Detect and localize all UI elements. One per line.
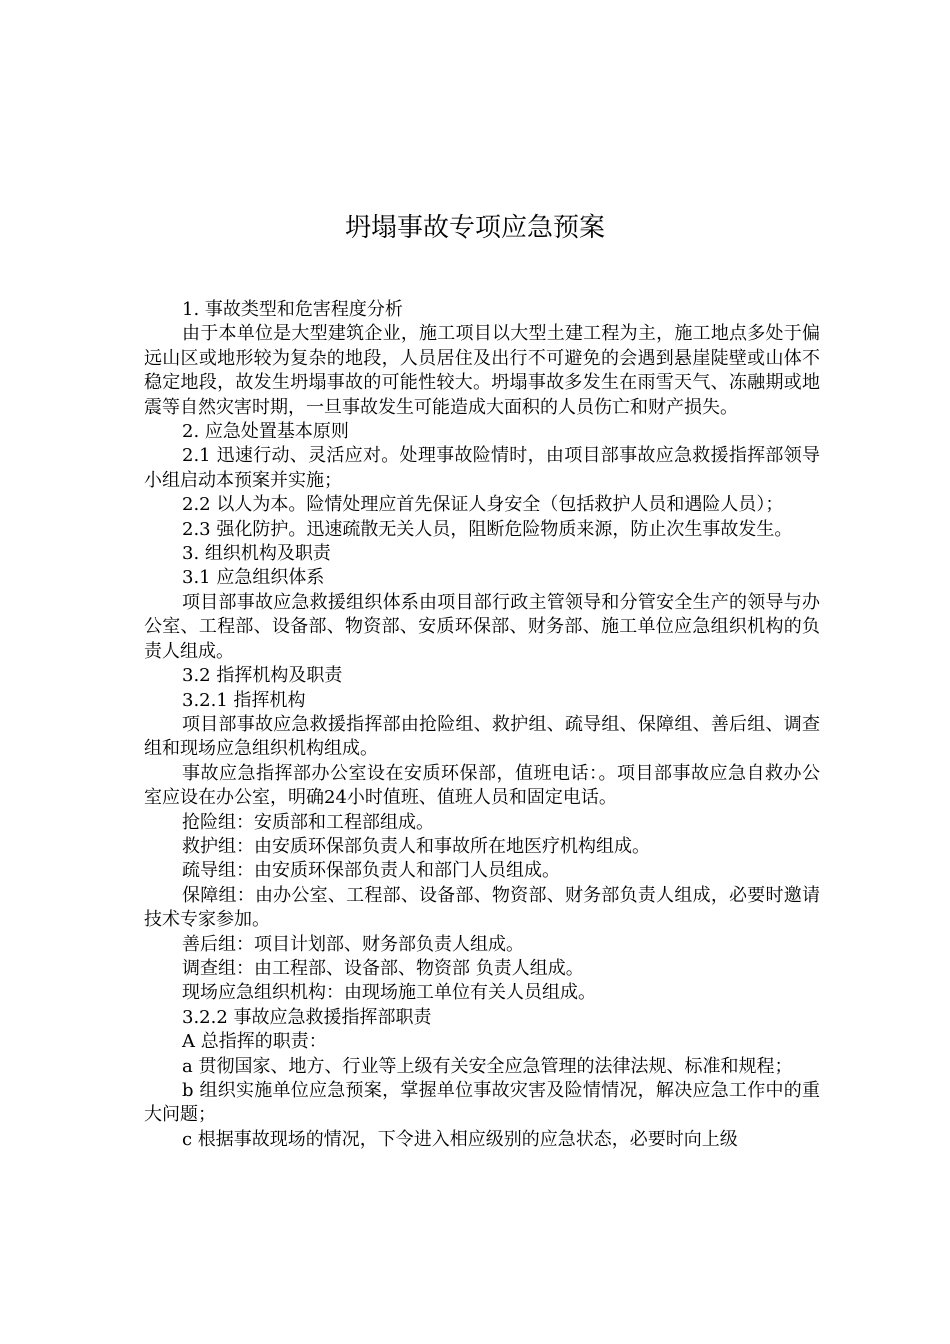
subheading-3-1: 3.1 应急组织体系 <box>182 567 325 589</box>
paragraph: 由于本单位是大型建筑企业，施工项目以大型土建工程为主，施工地点多处于偏远山区或地形较为复杂的地段，人员居住及出行不可避免的会遇到悬崖陡壁或山体不稳定地段，故发生坍塌事故的可能性较大。坍塌事故多发生在雨雪天气、冻融期或地震等自然灾害时期，一旦事故发生可能造成大面积的人员伤亡和财产损失。 <box>144 323 820 418</box>
heading-2: 2. 应急处置基本原则 <box>182 421 349 443</box>
document-title: 坍塌事故专项应急预案 <box>344 213 605 243</box>
paragraph: 2.3 强化防护。迅速疏散无关人员，阻断危险物质来源，防止次生事故发生。 <box>182 518 793 540</box>
paragraph: b 组织实施单位应急预案，掌握单位事故灾害及险情情况，解决应急工作中的重大问题； <box>144 1080 820 1126</box>
paragraph: A 总指挥的职责： <box>182 1031 327 1053</box>
paragraph: 2.2 以人为本。险情处理应首先保证人身安全（包括救护人员和遇险人员）； <box>182 494 784 516</box>
paragraph: 项目部事故应急救援指挥部由抢险组、救护组、疏导组、保障组、善后组、调查组和现场应急组织机构组成。 <box>144 713 820 760</box>
paragraph: 事故应急指挥部办公室设在安质环保部，值班电话：。项目部事故应急自救办公室应设在办公室，明确24小时值班、值班人员和固定电话。 <box>144 762 820 809</box>
subheading-3-2-2: 3.2.2 事故应急救援指挥部职责 <box>182 1006 432 1028</box>
paragraph: 疏导组：由安质环保部负责人和部门人员组成。 <box>182 860 560 882</box>
paragraph: 现场应急组织机构：由现场施工单位有关人员组成。 <box>182 982 596 1004</box>
paragraph: 救护组：由安质环保部负责人和事故所在地医疗机构组成。 <box>182 835 650 857</box>
heading-1: 1. 事故类型和危害程度分析 <box>182 299 403 320</box>
paragraph: a 贯彻国家、地方、行业等上级有关安全应急管理的法律法规、标准和规程； <box>182 1055 793 1077</box>
paragraph: 保障组：由办公室、工程部、设备部、物资部、财务部负责人组成，必要时邀请技术专家参加。 <box>144 884 820 931</box>
paragraph: 抢险组：安质部和工程部组成。 <box>182 811 434 833</box>
document-body <box>144 298 820 1152</box>
paragraph: 善后组：项目计划部、财务部负责人组成。 <box>182 933 524 955</box>
paragraph: 2.1 迅速行动、灵活应对。处理事故险情时，由项目部事故应急救援指挥部领导小组启动本预案并实施； <box>144 445 820 491</box>
heading-3: 3. 组织机构及职责 <box>182 543 331 565</box>
subheading-3-2-1: 3.2.1 指挥机构 <box>182 689 306 711</box>
subheading-3-2: 3.2 指挥机构及职责 <box>182 665 343 687</box>
paragraph: 调查组：由工程部、设备部、物资部 负责人组成。 <box>182 957 584 979</box>
paragraph: c 根据事故现场的情况，下令进入相应级别的应急状态，必要时向上级 <box>182 1128 738 1150</box>
paragraph: 项目部事故应急救援组织体系由项目部行政主管领导和分管安全生产的领导与办公室、工程部、设备部、物资部、安质环保部、财务部、施工单位应急组织机构的负责人组成。 <box>144 591 820 662</box>
